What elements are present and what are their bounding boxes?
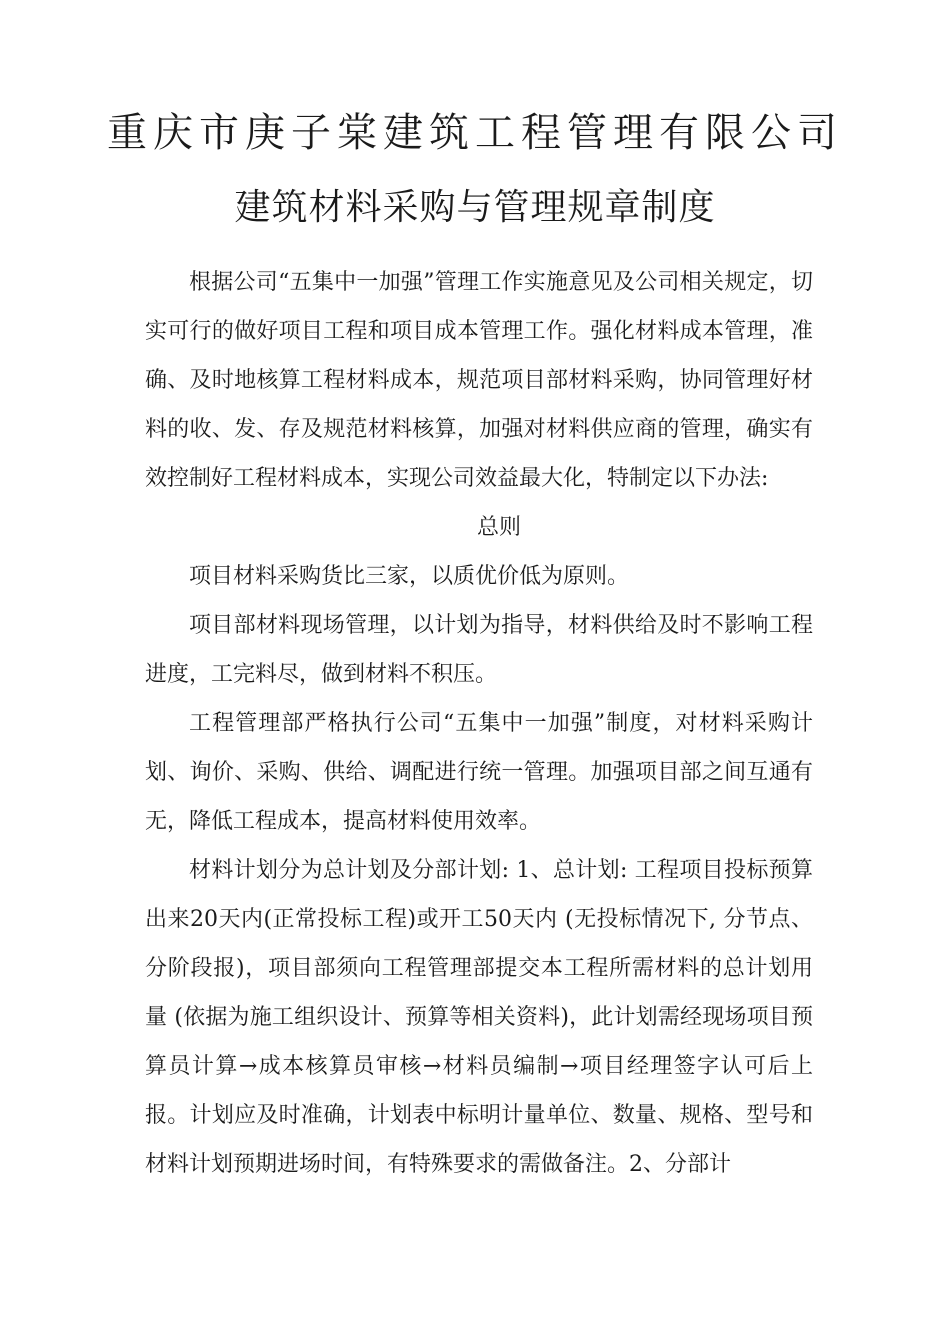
company-title: 重庆市庚子棠建筑工程管理有限公司 bbox=[107, 110, 843, 156]
section-heading: 总则 bbox=[476, 515, 521, 540]
paragraph-site-management: 项目部材料现场管理，以计划为指导，材料供给及时不影响工程进度，工完料尽，做到材料不积压。 bbox=[145, 613, 813, 687]
document-body bbox=[145, 258, 813, 1189]
paragraph-material-plan: 材料计划分为总计划及分部计划: 1、总计划: 工程项目投标预算出来20天内(正常投标工程)或开工50天内 (无投标情况下, 分节点、分阶段报)，项目部须向工程管理部提交本工程所需材料的总计划用量 (依据为施工组织设计、预算等相关资料)，此计划需经现场项目预算员计算→成本核算员审核→材料员编制→项目经理签字认可后上报。计划应及时准确，计划表中标明计量单位、数量、规格、型号和材料计划预期进场时间，有特殊要求的需做备注。2、分部计 bbox=[145, 858, 813, 1177]
paragraph-procurement-principle: 项目材料采购货比三家，以质优价低为原则。 bbox=[189, 564, 630, 589]
document-title: 建筑材料采购与管理规章制度 bbox=[234, 187, 716, 228]
paragraph-engineering-department: 工程管理部严格执行公司“五集中一加强”制度，对材料采购计划、询价、采购、供给、调配进行统一管理。加强项目部之间互通有无，降低工程成本，提高材料使用效率。 bbox=[145, 711, 813, 834]
intro-paragraph: 根据公司“五集中一加强”管理工作实施意见及公司相关规定，切实可行的做好项目工程和项目成本管理工作。强化材料成本管理，准确、及时地核算工程材料成本，规范项目部材料采购，协同管理好材料的收、发、存及规范材料核算，加强对材料供应商的管理，确实有效控制好工程材料成本，实现公司效益最大化，特制定以下办法: bbox=[145, 270, 813, 491]
